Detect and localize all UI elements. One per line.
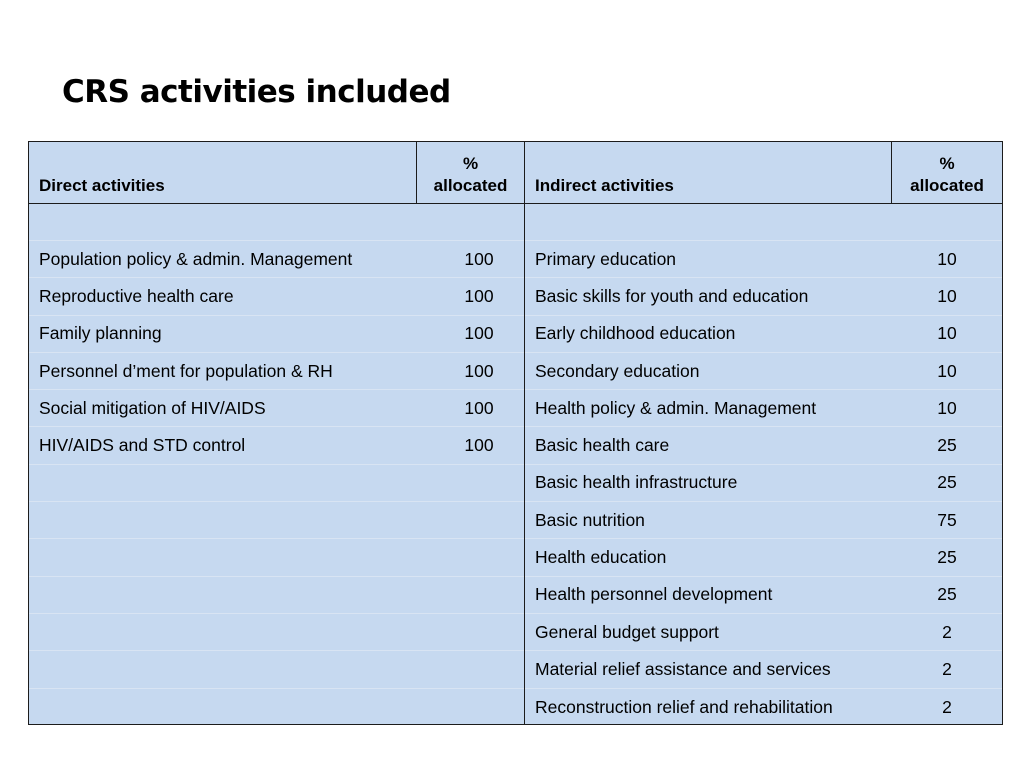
table-row (525, 316, 1002, 353)
activity-cell: Social mitigation of HIV/AIDS (39, 397, 266, 418)
percent-cell: 10 (937, 248, 957, 269)
table-row (29, 465, 524, 502)
activity-cell: Basic nutrition (535, 509, 645, 530)
table-row (525, 539, 1002, 576)
pct-symbol: % (462, 154, 479, 173)
activity-cell: Family planning (39, 323, 162, 344)
activity-cell: Basic health infrastructure (535, 472, 738, 493)
pct-symbol: % (939, 154, 955, 173)
table-row (525, 390, 1002, 427)
slide-title: CRS activities included (62, 74, 451, 110)
table-row (525, 614, 1002, 651)
indirect-pct-header (892, 142, 1002, 203)
pct-allocated-label: allocated (433, 176, 508, 195)
activity-cell: Primary education (535, 248, 677, 269)
direct-activities-header: Direct activities (29, 142, 417, 203)
percent-cell: 25 (937, 435, 957, 456)
percent-cell: 25 (937, 472, 957, 493)
percent-cell: 100 (464, 285, 494, 306)
table-row (525, 502, 1002, 539)
percent-cell: 2 (942, 696, 952, 717)
table-row (29, 651, 524, 688)
direct-pct-header (417, 142, 524, 203)
percent-cell: 100 (464, 435, 494, 456)
table-row (525, 278, 1002, 315)
direct-activities-section (29, 142, 525, 724)
percent-cell: 100 (464, 323, 494, 344)
table-row (525, 689, 1002, 726)
table-row (29, 577, 524, 614)
percent-cell: 25 (937, 547, 957, 568)
blank-row (29, 204, 524, 241)
activity-cell: Material relief assistance and services (535, 658, 831, 679)
table-row (525, 427, 1002, 464)
activity-cell: Reproductive health care (39, 285, 234, 306)
direct-header-row (29, 142, 524, 204)
table-row (29, 427, 524, 464)
percent-cell: 10 (937, 360, 957, 381)
percent-cell: 10 (937, 323, 957, 344)
table-row (29, 502, 524, 539)
table-row (29, 689, 524, 726)
activity-cell: HIV/AIDS and STD control (39, 435, 246, 456)
percent-cell: 2 (942, 658, 952, 679)
percent-cell: 10 (937, 285, 957, 306)
blank-row (525, 204, 1002, 241)
activity-cell: Health policy & admin. Management (535, 397, 817, 418)
activity-cell: General budget support (535, 621, 719, 642)
activity-cell: Basic skills for youth and education (535, 285, 809, 306)
table-row (29, 241, 524, 278)
percent-cell: 100 (464, 360, 494, 381)
table-row (525, 651, 1002, 688)
indirect-header-row (525, 142, 1002, 204)
percent-cell: 10 (937, 397, 957, 418)
table-row (29, 614, 524, 651)
indirect-activities-section (525, 142, 1002, 724)
activity-cell: Population policy & admin. Management (39, 248, 353, 269)
percent-cell: 100 (464, 397, 494, 418)
percent-cell: 100 (464, 248, 494, 269)
table-row (29, 390, 524, 427)
percent-cell: 25 (937, 584, 957, 605)
direct-rows (29, 241, 524, 726)
table-row (29, 353, 524, 390)
activity-cell: Basic health care (535, 435, 670, 456)
table-row (29, 316, 524, 353)
activity-cell: Secondary education (535, 360, 700, 381)
activity-cell: Early childhood education (535, 323, 736, 344)
table-row (29, 278, 524, 315)
indirect-rows (525, 241, 1002, 726)
percent-cell: 75 (937, 509, 957, 530)
pct-allocated-label: allocated (910, 176, 984, 195)
table-row (525, 353, 1002, 390)
activity-cell: Personnel d’ment for population & RH (39, 360, 333, 381)
activity-cell: Reconstruction relief and rehabilitation (535, 696, 833, 717)
indirect-activities-header: Indirect activities (525, 142, 892, 203)
table-row (525, 241, 1002, 278)
table-row (525, 577, 1002, 614)
activity-cell: Health personnel development (535, 584, 773, 605)
table-row (29, 539, 524, 576)
activity-cell: Health education (535, 547, 667, 568)
table-row (525, 465, 1002, 502)
percent-cell: 2 (942, 621, 952, 642)
crs-activities-table (28, 141, 1003, 725)
